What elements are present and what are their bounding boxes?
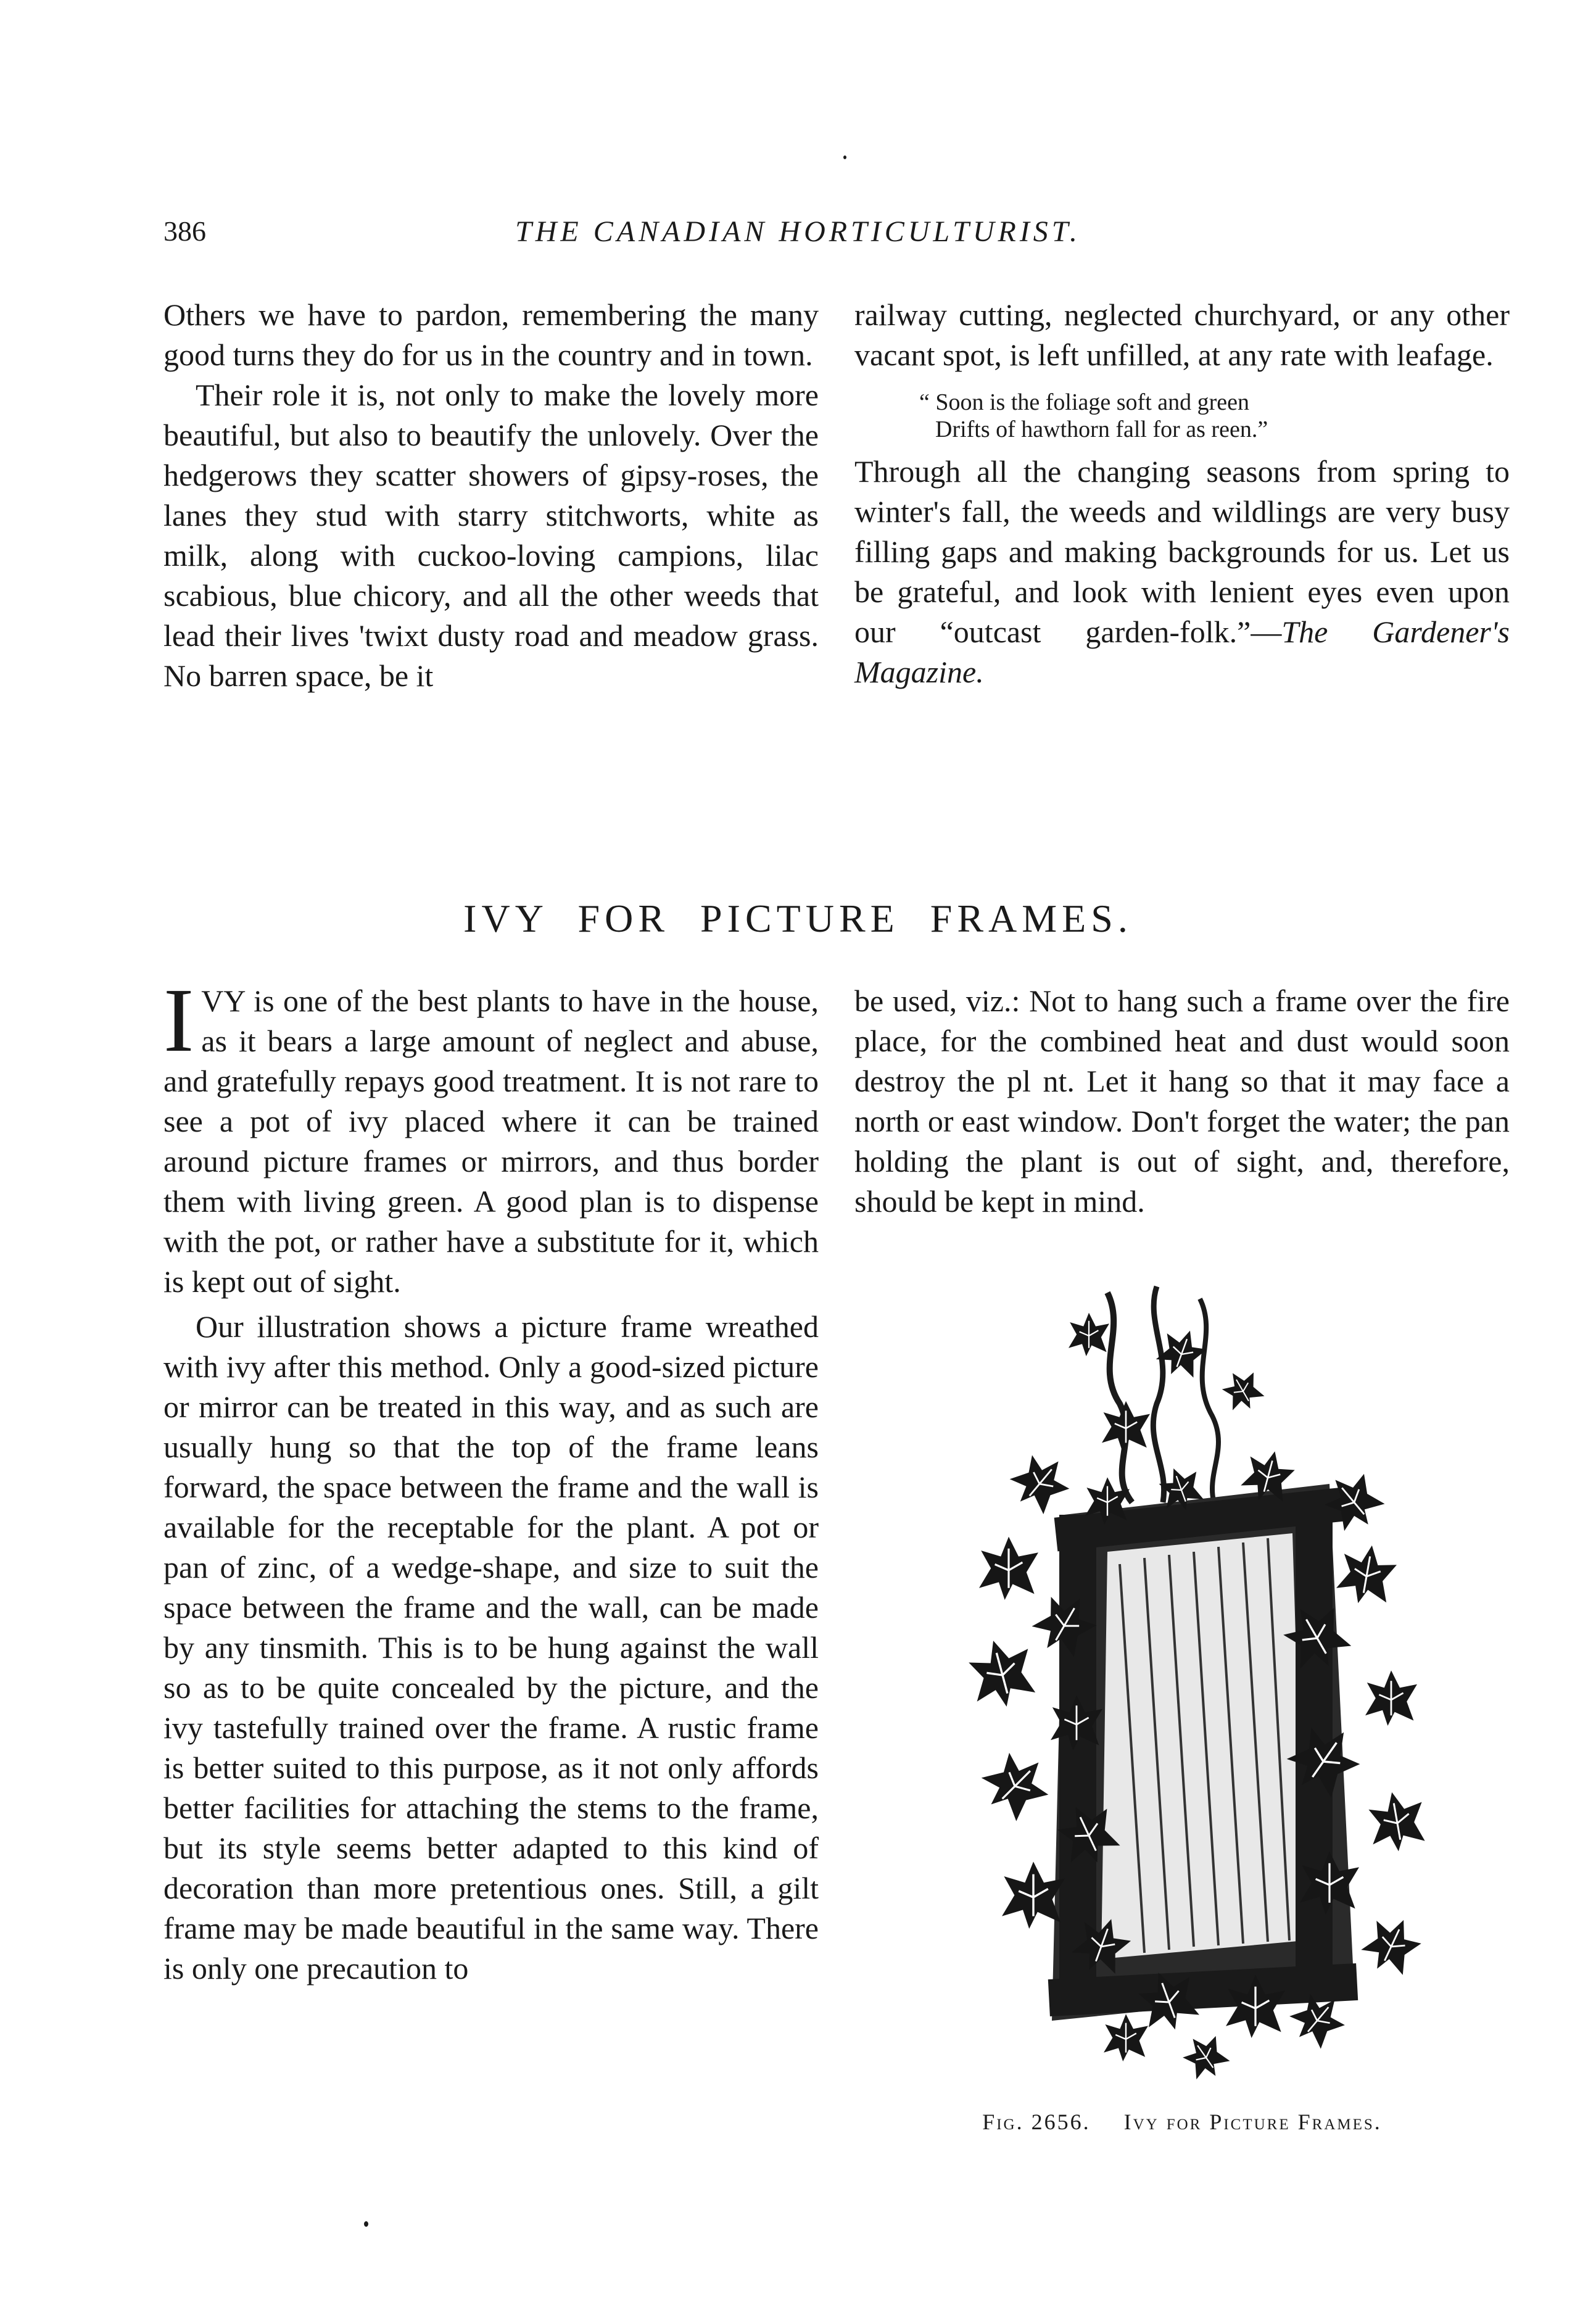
paragraph: Our illustration shows a picture frame wreathed with ivy after this method. Only a good-sized picture or mirror can be treated in this way, and as such are usually hung so that the top of the frame leans forward, the space between the frame and the wall is available for the receptable for the plant. A pot or pan of zinc, of a wedge-shape, and size to suit the space between the frame and the wall, can be made by any tinsmith. This is to be hung against the wall so as to be quite concealed by the picture, and the ivy tastefully trained over the frame. A rustic frame is better suited to this purpose, as it not only affords better facilities for attaching the stems to the frame, but its style seems better adapted to this kind of decoration than more pretentious ones. Still, a gilt frame may be made beautiful in the same way. There is only one precaution to (163, 1309, 819, 1986)
paragraph-text: VY is one of the best plants to have in the house, as it bears a large amount of neglect and abuse, and gratefully repays good treatment. It is not rare to see a pot of ivy placed where it can be trained around picture frames or mirrors, and thus border them with living green. A good plan is to dispense with the pot, or rather have a substitute for it, which is kept out of sight. (163, 984, 819, 1299)
paragraph: Their role it is, not only to make the lovely more beautiful, but also to beautify the unlovely. Over the hedgerows they scatter showers of gipsy-roses, the lanes they stud with starry stitchworts, white as milk, along with cuckoo-loving campions, lilac scabious, blue chicory, and all the other weeds that lead their lives 'twixt dusty road and meadow grass. No barren space, be it (163, 378, 819, 693)
ink-speck (364, 2221, 368, 2227)
article-left-column (163, 970, 819, 1989)
article-right-column (854, 981, 1510, 1222)
article-title: IVY FOR PICTURE FRAMES. (463, 897, 1133, 940)
verse-line: “ Soon is the foliage soft and green (919, 389, 1250, 415)
attribution: The Gardener's Magazine. (854, 615, 1510, 689)
ink-speck (843, 155, 846, 159)
paragraph (854, 452, 1510, 692)
top-right-column (854, 295, 1510, 692)
top-left-column (163, 295, 819, 696)
page-number: 386 (163, 215, 206, 247)
paragraph: be used, viz.: Not to hang such a frame over the fire place, for the combined heat and dust would soon destroy the pl nt. Let it hang so that it may face a north or east window. Don't forget the water; the pan holding the plant is out of sight, and, therefore, should be kept in mind. (854, 984, 1510, 1219)
verse-quote (854, 389, 1510, 443)
figure-caption (854, 2109, 1510, 2135)
paragraph: Others we have to pardon, remembering the many good turns they do for us in the country and in town. (163, 297, 819, 372)
figure-caption-text: Ivy for Picture Frames. (1123, 2110, 1382, 2134)
paragraph: railway cutting, neglected churchyard, or any other vacant spot, is left unfilled, at any rate with leafage. (854, 297, 1510, 372)
verse-line: Drifts of hawthorn fall for as reen.” (935, 416, 1268, 442)
running-head: THE CANADIAN HORTICULTURIST. (515, 215, 1081, 248)
figure-label: Fig. 2656. (982, 2110, 1091, 2134)
drop-cap: I (163, 970, 194, 1071)
paragraph-text: Through all the changing seasons from spring to winter's fall, the weeds and wildlings are very busy filling gaps and making backgrounds for us. Let us be grateful, and look with lenient eyes even upon our “outcast garden-folk.”— (854, 454, 1510, 649)
ivy-frame-illustration (922, 1280, 1453, 2095)
paragraph (163, 970, 819, 1302)
